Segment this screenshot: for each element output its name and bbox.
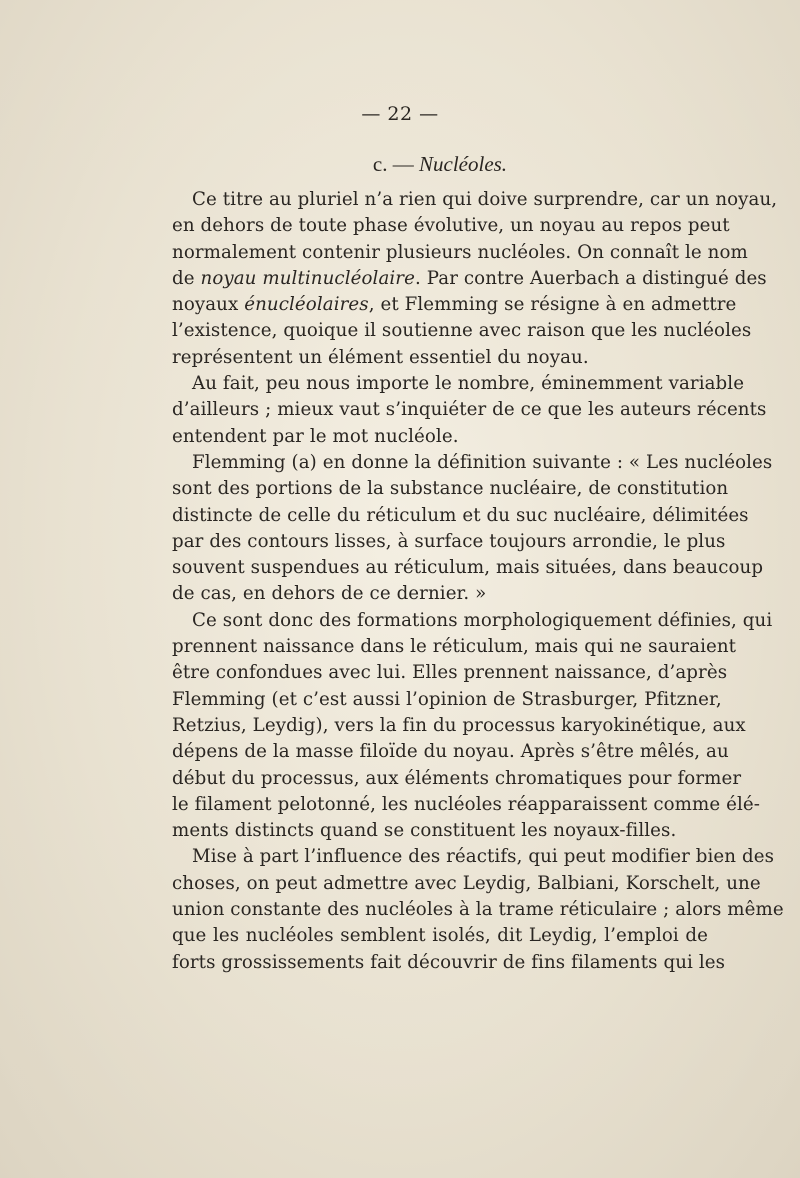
text-segment: Au fait, peu nous importe le nombre, éminemment variable: [192, 373, 745, 395]
text-segment: Mise à part l’influence des réactifs, qui peut modifier bien des: [192, 846, 775, 868]
text-segment: union constante des nucléoles à la trame réticulaire ; alors même: [172, 899, 784, 921]
text-line: [172, 713, 746, 739]
text-line: [172, 766, 742, 792]
text-segment: être confondues avec lui. Elles prennent naissance, d’après: [172, 662, 728, 684]
text-line: [172, 240, 748, 266]
text-line: [172, 450, 773, 476]
text-line: [172, 371, 745, 397]
text-line: [172, 318, 752, 344]
text-segment: d’ailleurs ; mieux vaut s’inquiéter de ce que les auteurs récents: [172, 399, 767, 421]
page-number: — 22 —: [361, 103, 439, 125]
section-heading-title: Nucléoles.: [419, 152, 508, 176]
text-segment: Ce titre au pluriel n’a rien qui doive surprendre, car un noyau,: [192, 189, 778, 210]
text-segment: l’existence, quoique il soutienne avec raison que les nucléoles: [172, 320, 752, 342]
text-line: [172, 476, 729, 502]
text-line: [172, 792, 760, 818]
text-segment: ments distincts quand se constituent les noyaux-filles.: [172, 820, 677, 842]
body-text: [172, 187, 784, 976]
text-line: [172, 844, 775, 870]
text-segment: Ce sont donc des formations morphologiquement définies, qui: [192, 609, 773, 631]
text-segment: en dehors de toute phase évolutive, un noyau au repos peut: [172, 215, 730, 237]
text-line: [172, 187, 778, 213]
text-line: [172, 923, 708, 949]
text-line: [172, 739, 729, 765]
text-segment: distincte de celle du réticulum et du suc nucléaire, délimitées: [172, 504, 749, 526]
text-line: [172, 871, 761, 897]
text-segment: Retzius, Leydig), vers la fin du processus karyokinétique, aux: [172, 714, 746, 736]
italic-term: noyau multinucléolaire: [200, 267, 415, 289]
text-segment: forts grossissements fait découvrir de fins filaments qui les: [172, 951, 726, 973]
text-segment: début du processus, aux éléments chromatiques pour former: [172, 767, 742, 789]
text-line: [172, 529, 726, 555]
text-segment: noyaux: [172, 294, 245, 316]
text-segment: de: [172, 267, 201, 289]
text-segment: souvent suspendues au réticulum, mais situées, dans beaucoup: [172, 557, 764, 579]
text-line: [172, 555, 764, 581]
section-heading: [0, 152, 800, 177]
text-segment: , et Flemming se résigne à en admettre: [368, 294, 737, 316]
text-line: [172, 634, 737, 660]
text-line: [172, 818, 708, 844]
text-segment: que les nucléoles semblent isolés, dit Leydig, l’emploi de: [172, 925, 708, 947]
text-line: [172, 266, 767, 292]
text-segment: normalement contenir plusieurs nucléoles. On connaît le nom: [172, 241, 748, 263]
text-line: [172, 397, 767, 423]
text-segment: dépens de la masse filoïde du noyau. Après s’être mêlés, au: [172, 741, 729, 763]
text-line: [172, 213, 730, 239]
text-segment: Flemming (a) en donne la définition suivante : « Les nucléoles: [192, 451, 773, 473]
text-segment: prennent naissance dans le réticulum, mais qui ne sauraient: [172, 636, 737, 658]
text-segment: sont des portions de la substance nucléaire, de constitution: [172, 478, 729, 500]
text-line: [172, 950, 726, 976]
text-line: [172, 897, 784, 923]
section-heading-prefix: c. —: [372, 152, 419, 176]
text-line: [172, 345, 708, 371]
italic-term: énucléolaires: [244, 294, 369, 316]
text-segment: entendent par le mot nucléole.: [172, 425, 459, 447]
text-line: [172, 424, 708, 450]
text-line: [172, 608, 773, 634]
text-line: [172, 503, 749, 529]
text-line: [172, 292, 737, 318]
text-line: [172, 687, 722, 713]
text-segment: le filament pelotonné, les nucléoles réapparaissent comme élé-: [172, 793, 760, 815]
text-segment: choses, on peut admettre avec Leydig, Balbiani, Korschelt, une: [172, 872, 761, 894]
text-line: [172, 581, 708, 607]
text-segment: . Par contre Auerbach a distingué des: [414, 267, 767, 289]
text-segment: de cas, en dehors de ce dernier. »: [172, 583, 487, 605]
text-line: [172, 660, 728, 686]
text-segment: par des contours lisses, à surface toujours arrondie, le plus: [172, 530, 726, 552]
text-segment: représentent un élément essentiel du noyau.: [172, 346, 589, 368]
text-segment: Flemming (et c’est aussi l’opinion de Strasburger, Pfitzner,: [172, 688, 722, 710]
